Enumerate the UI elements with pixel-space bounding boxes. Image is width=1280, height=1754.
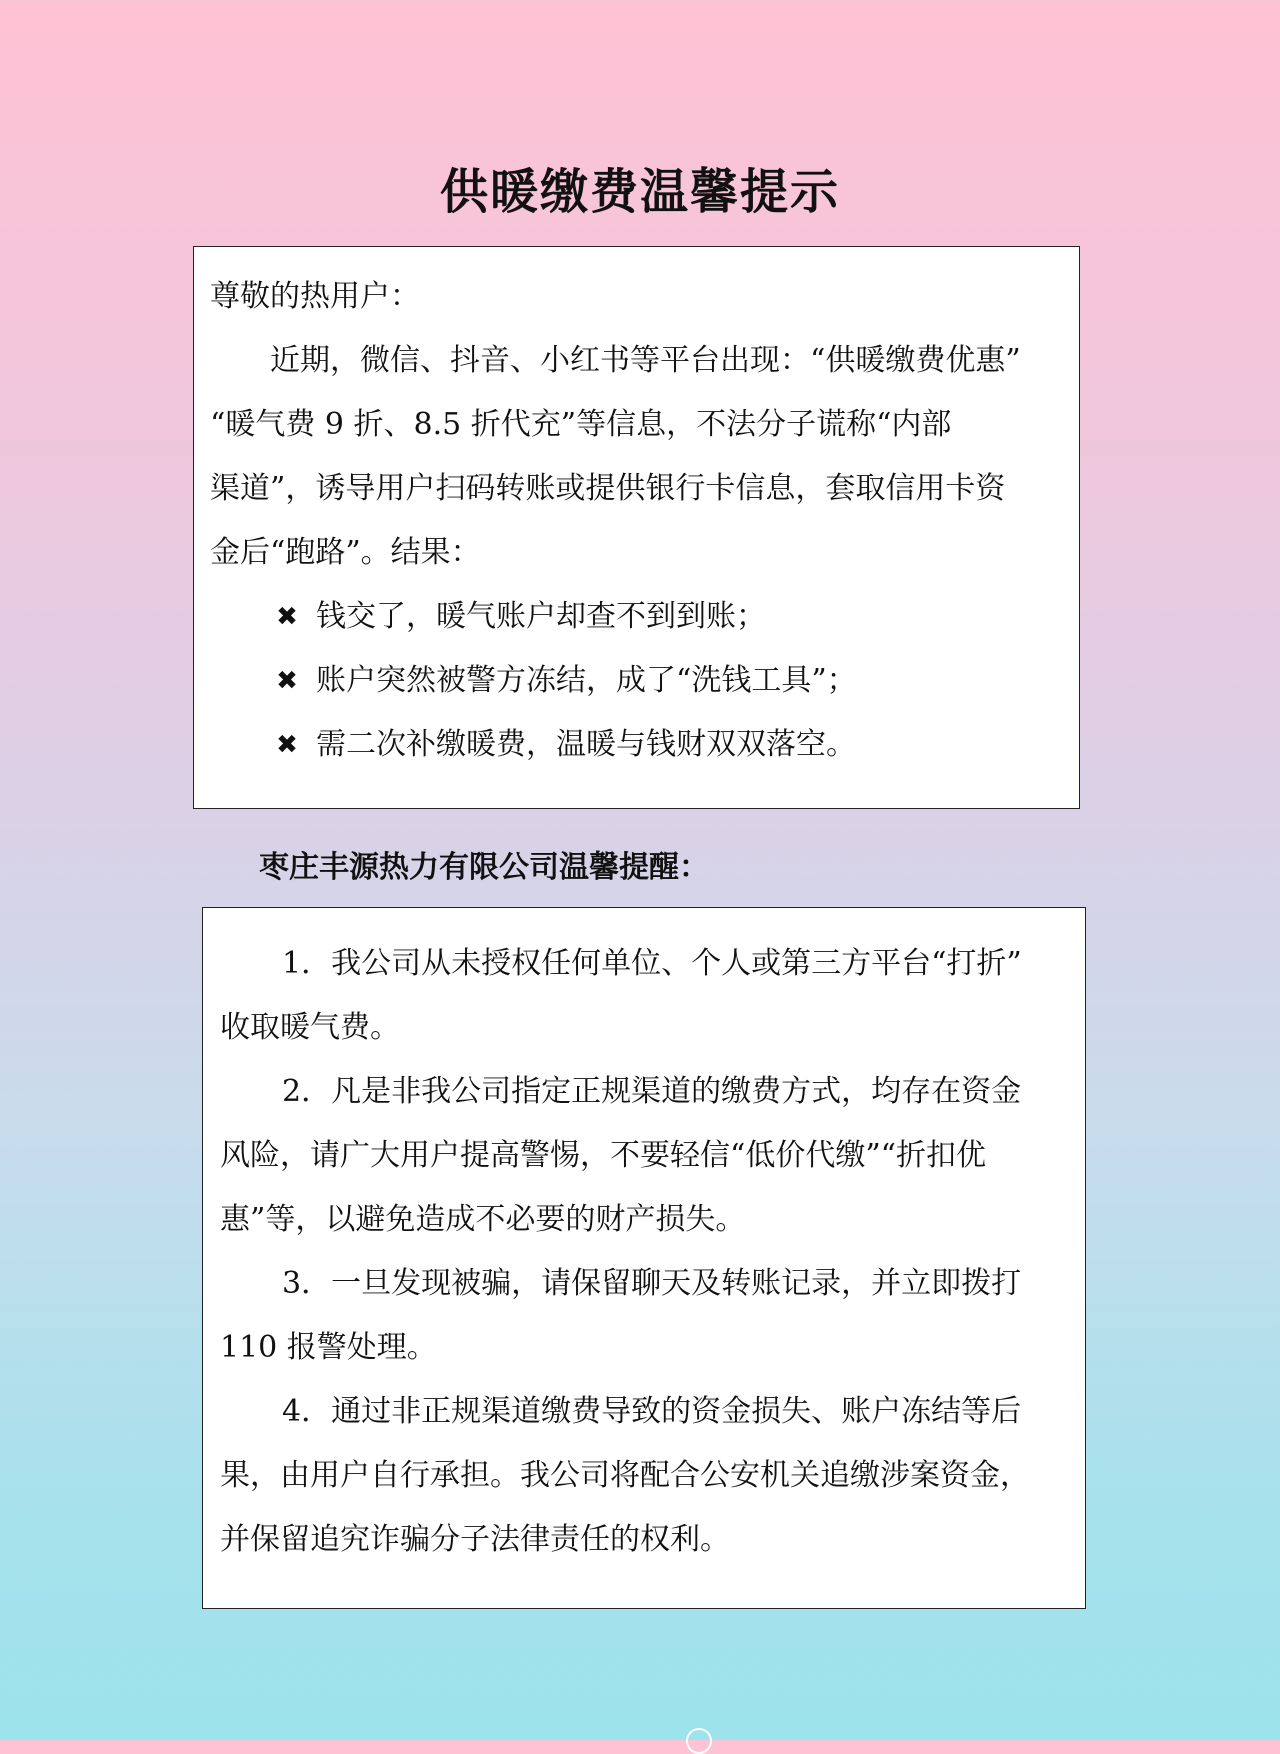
company-reminder-box: [202, 907, 1086, 1609]
reminder-line: 惠”等，以避免造成不必要的财产损失。: [220, 1202, 746, 1237]
notice-line: “暖气费 9 折、8.5 折代充”等信息，不法分子谎称“内部: [210, 407, 952, 442]
page-title: 供暖缴费温馨提示: [439, 164, 840, 220]
cross-icon: ✖: [276, 602, 298, 632]
reminder-line: 风险，请广大用户提高警惕，不要轻信“低价代缴”“折扣优: [220, 1138, 987, 1173]
reminder-line: 4．通过非正规渠道缴费导致的资金损失、账户冻结等后: [282, 1394, 1022, 1429]
greeting: 尊敬的热用户：: [210, 279, 420, 314]
cross-icon: ✖: [276, 730, 298, 760]
reminder-line: 收取暖气费。: [220, 1010, 400, 1045]
reminder-line: 3．一旦发现被骗，请保留聊天及转账记录，并立即拨打: [282, 1266, 1022, 1301]
reminder-line: 1．我公司从未授权任何单位、个人或第三方平台“打折”: [282, 946, 1022, 981]
reminder-line: 并保留追究诈骗分子法律责任的权利。: [220, 1522, 730, 1557]
fraud-notice-box: [193, 246, 1080, 809]
reminder-line: 2．凡是非我公司指定正规渠道的缴费方式，均存在资金: [282, 1074, 1022, 1109]
consequence-item: [210, 713, 1065, 777]
consequence-text: 钱交了，暖气账户却查不到到账；: [316, 599, 766, 634]
reminder-line: 果，由用户自行承担。我公司将配合公安机关追缴涉案资金，: [220, 1458, 1030, 1493]
page-indicator-dot: [686, 1728, 712, 1754]
cross-icon: ✖: [276, 666, 298, 696]
consequence-item: [210, 649, 1065, 713]
reminder-heading: 枣庄丰源热力有限公司温馨提醒：: [259, 850, 709, 885]
consequence-text: 账户突然被警方冻结，成了“洗钱工具”；: [316, 663, 857, 698]
notice-line: 渠道”，诱导用户扫码转账或提供银行卡信息，套取信用卡资: [210, 471, 1006, 506]
notice-line: 近期，微信、抖音、小红书等平台出现：“供暖缴费优惠”: [270, 343, 1021, 378]
reminder-line: 110 报警处理。: [220, 1330, 437, 1365]
consequence-item: [210, 585, 1065, 649]
notice-line: 金后“跑路”。结果：: [210, 535, 481, 570]
consequence-text: 需二次补缴暖费，温暖与钱财双双落空。: [316, 727, 856, 762]
